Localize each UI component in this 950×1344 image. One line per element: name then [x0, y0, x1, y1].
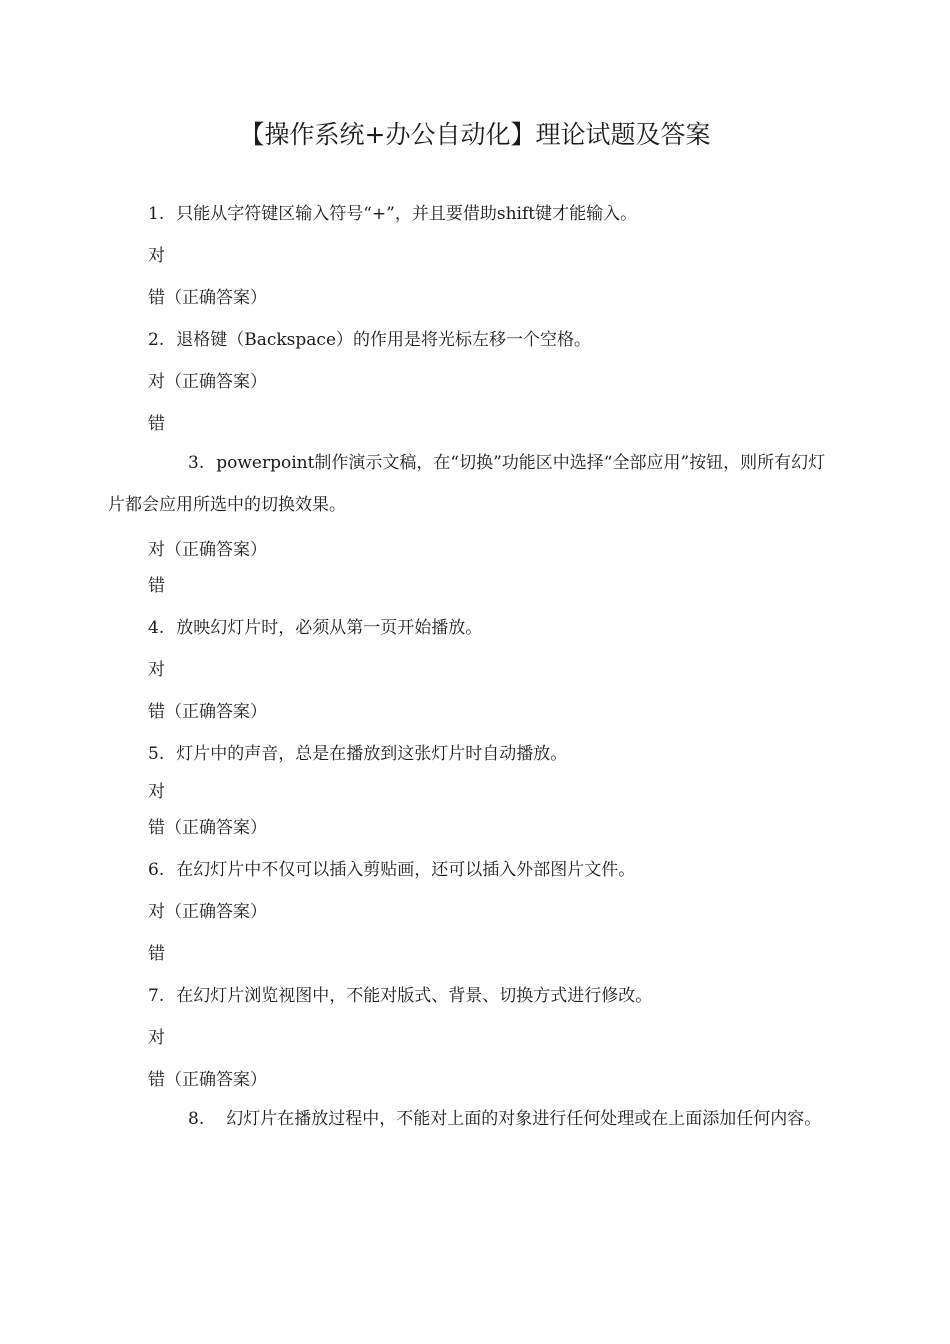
- option-q6-a: 对（正确答案）: [148, 902, 267, 922]
- question-text: 在幻灯片中不仅可以插入剪贴画，还可以插入外部图片文件。: [176, 860, 636, 880]
- question-number: 1.: [148, 204, 165, 224]
- question-number: 5.: [148, 744, 165, 764]
- option-q4-b: 错（正确答案）: [148, 702, 267, 722]
- question-number: 3.: [188, 453, 205, 473]
- option-q2-a: 对（正确答案）: [148, 372, 267, 392]
- question-8: [108, 1098, 838, 1140]
- option-q5-b: 错（正确答案）: [148, 818, 267, 838]
- question-text: 在幻灯片浏览视图中，不能对版式、背景、切换方式进行修改。: [176, 986, 653, 1006]
- option-q3-a: 对（正确答案）: [148, 540, 267, 560]
- question-number: 4.: [148, 618, 165, 638]
- option-q4-a: 对: [148, 660, 165, 680]
- question-1: [148, 202, 637, 226]
- question-2: [148, 328, 591, 352]
- option-q6-b: 错: [148, 944, 165, 964]
- question-text: 幻灯片在播放过程中，不能对上面的对象进行任何处理或在上面添加任何内容。: [226, 1109, 822, 1129]
- option-q3-b: 错: [148, 576, 165, 596]
- question-number: 8.: [188, 1109, 205, 1129]
- question-number: 7.: [148, 986, 165, 1006]
- question-5: [148, 742, 567, 766]
- option-q1-a: 对: [148, 246, 165, 266]
- question-text: 放映幻灯片时，必须从第一页开始播放。: [176, 618, 483, 638]
- question-6: [148, 858, 635, 882]
- question-text: 灯片中的声音，总是在播放到这张灯片时自动播放。: [176, 744, 568, 764]
- option-q5-a: 对: [148, 782, 165, 802]
- option-q2-b: 错: [148, 414, 165, 434]
- option-q7-a: 对: [148, 1028, 165, 1048]
- question-3: [108, 442, 838, 526]
- page-title: 【操作系统+办公自动化】理论试题及答案: [239, 120, 711, 149]
- option-q1-b: 错（正确答案）: [148, 288, 267, 308]
- question-text: 只能从字符键区输入符号“+”，并且要借助shift键才能输入。: [176, 204, 638, 224]
- question-text: 退格键（Backspace）的作用是将光标左移一个空格。: [176, 330, 592, 350]
- question-number: 6.: [148, 860, 165, 880]
- question-4: [148, 616, 482, 640]
- question-7: [148, 984, 652, 1008]
- option-q7-b: 错（正确答案）: [148, 1070, 267, 1090]
- question-number: 2.: [148, 330, 165, 350]
- question-text: powerpoint制作演示文稿，在“切换”功能区中选择“全部应用”按钮，则所有幻灯片都会应用所选中的切换效果。: [108, 453, 826, 515]
